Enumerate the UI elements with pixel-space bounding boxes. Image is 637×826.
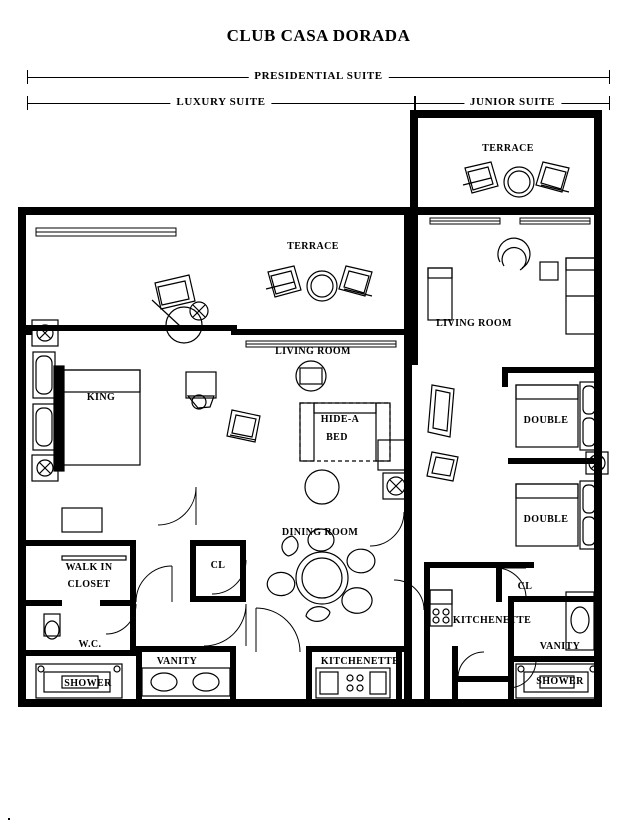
page-title: CLUB CASA DORADA — [226, 26, 411, 45]
room-label-kitchenette-luxury: KITCHENETTE — [320, 656, 400, 667]
terrace-junior-furniture — [463, 162, 569, 197]
room-label-double-lower: DOUBLE — [523, 514, 569, 525]
room-label-living-room-luxury: LIVING ROOM — [275, 346, 351, 357]
room-label-closet-junior: CL — [517, 581, 533, 592]
living-room-luxury-furniture — [296, 361, 458, 504]
room-label-terrace-luxury: TERRACE — [287, 241, 339, 252]
room-label-kitchenette-junior: KITCHENETTE — [452, 615, 532, 626]
room-label-closet-luxury: CL — [210, 560, 226, 571]
room-label-wc: W.C. — [78, 639, 102, 650]
dimension-label: PRESIDENTIAL SUITE — [248, 69, 388, 83]
room-label-vanity-luxury: VANITY — [156, 656, 198, 667]
room-label-king: KING — [86, 392, 116, 403]
room-label-shower-luxury: SHOWER — [64, 678, 112, 689]
room-label-dining-room: DINING ROOM — [281, 527, 359, 538]
room-label-walk-in-2: CLOSET — [67, 579, 111, 590]
room-label-hide-a-bed-2: BED — [326, 432, 348, 443]
dining-room-furniture — [267, 529, 375, 621]
room-label-hide-a-bed-1: HIDE-A — [320, 414, 360, 425]
dimension-label: JUNIOR SUITE — [464, 95, 561, 109]
room-label-terrace-junior: TERRACE — [482, 143, 534, 154]
room-label-walk-in-1: WALK IN — [65, 562, 113, 573]
room-label-vanity-junior: VANITY — [539, 641, 581, 652]
king-bedroom-furniture — [32, 275, 260, 532]
dimension-label: LUXURY SUITE — [170, 95, 271, 109]
terrace-luxury-furniture — [266, 266, 372, 301]
room-label-double-upper: DOUBLE — [523, 415, 569, 426]
room-label-shower-junior: SHOWER — [536, 676, 584, 687]
corner-mark — [8, 818, 10, 820]
room-label-living-room-junior: LIVING ROOM — [436, 318, 512, 329]
